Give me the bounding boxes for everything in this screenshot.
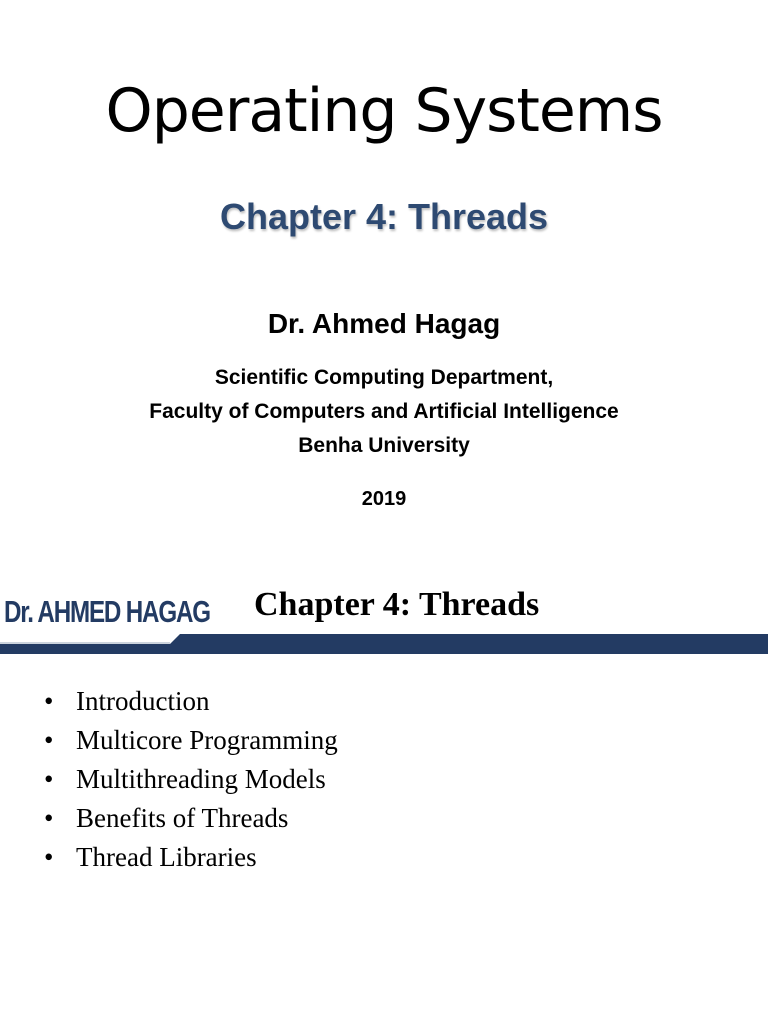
- list-item-label: Multicore Programming: [76, 725, 338, 755]
- outline-slide: [0, 576, 768, 1024]
- outline-title: Chapter 4: Threads: [254, 586, 540, 623]
- year: 2019: [361, 488, 407, 510]
- list-item-label: Thread Libraries: [76, 842, 257, 872]
- affiliation-line: Benha University: [298, 434, 470, 457]
- list-item: [44, 838, 338, 877]
- topic-list: [44, 682, 338, 877]
- bullet-icon: •: [44, 725, 54, 755]
- bullet-icon: •: [44, 686, 54, 716]
- author-name: Dr. Ahmed Hagag: [267, 308, 501, 339]
- list-item: [44, 721, 338, 760]
- bullet-icon: •: [44, 803, 54, 833]
- list-item: [44, 799, 338, 838]
- list-item-label: Multithreading Models: [76, 764, 326, 794]
- affiliation-line: Faculty of Computers and Artificial Intelligence: [149, 400, 619, 423]
- bullet-icon: •: [44, 842, 54, 872]
- list-item: [44, 682, 338, 721]
- affiliation-line: Scientific Computing Department,: [214, 366, 554, 389]
- list-item-label: Benefits of Threads: [76, 803, 289, 833]
- author-logo: Dr. AHMED HAGAG: [4, 594, 210, 629]
- bullet-icon: •: [44, 764, 54, 794]
- list-item: [44, 760, 338, 799]
- header-bar: [0, 634, 768, 654]
- chapter-subtitle: Chapter 4: Threads: [219, 196, 549, 237]
- main-title: Operating Systems: [105, 76, 663, 146]
- list-item-label: Introduction: [76, 686, 210, 716]
